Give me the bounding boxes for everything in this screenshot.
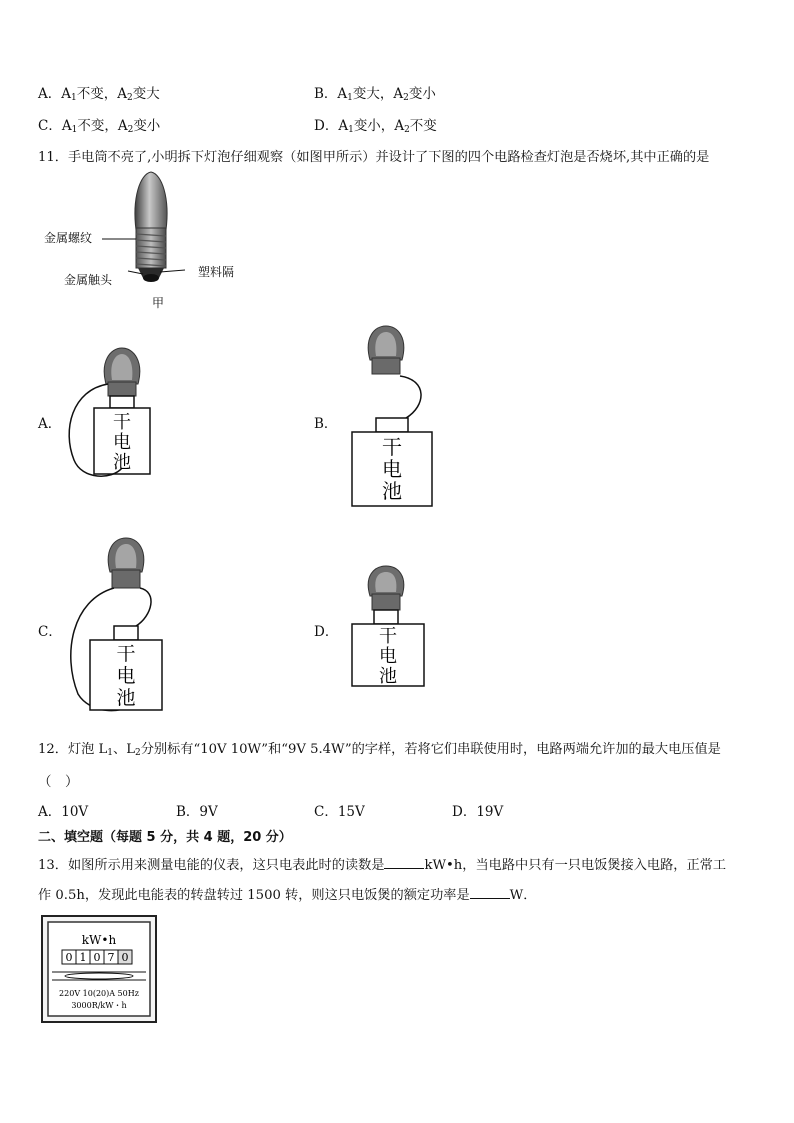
subscript: 2 [127,125,134,135]
a2-symbol: A [117,118,128,134]
option-text: 不变 [409,118,437,134]
q11-option-b-label: B． [314,416,338,432]
meter-unit: kW•h [81,933,117,947]
energy-meter [40,914,158,1024]
q12-text: 12．灯泡 L [38,742,108,757]
subscript: 1 [347,93,353,103]
battery-char-2: 电 [113,432,131,453]
meter-digit: 0 [121,951,129,964]
a2-symbol: A [117,86,127,102]
subscript: 1 [71,125,78,135]
circuit-c [62,534,182,718]
q13-text: 作 0.5h，发现此电能表的转盘转过 1500 转，则这只电饭煲的额定功率是 [38,888,470,903]
option-text: 不变， [76,86,118,102]
q10-option-c [38,114,160,135]
option-text: 变大， [352,86,394,102]
battery-char-1: 干 [116,643,136,665]
battery-char-1: 干 [382,435,402,459]
q12-option-b: B．9V [176,804,218,820]
q12-text: 分别标有“10V 10W”和“9V 5.4W”的字样，若将它们串联使用时，电路两端允许加的最大电压值是 [140,742,721,757]
q12-option-d: D．19V [452,804,504,820]
q10-option-b [314,82,436,103]
label-plastic: 塑料隔 [198,265,235,279]
figure-jia [40,168,260,313]
battery-char-3: 池 [379,666,397,687]
meter-digit: 7 [107,951,115,964]
option-letter: A． [38,86,62,102]
subscript: 2 [126,93,133,103]
label-metal-screw: 金属螺纹 [44,231,93,245]
circuit-b-drawing [348,322,448,512]
q13-text: W． [509,888,537,903]
option-text: 变小 [408,86,436,102]
a1-symbol: A [338,118,349,134]
q12-text: 、L [113,742,135,757]
circuit-a [62,340,182,480]
battery-char-1: 干 [113,412,131,433]
option-text: 变小 [133,118,161,134]
q10-option-a [38,82,160,103]
figure-caption: 甲 [152,296,165,310]
q13-text: kW•h，当电路中只有一只电饭煲接入电路，正常工 [424,858,727,873]
subscript: 1 [107,748,114,758]
answer-blank-2[interactable] [470,886,510,899]
meter-spec-2: 3000R/kW・h [71,1001,127,1010]
label-metal-contact: 金属触头 [64,273,113,287]
a1-symbol: A [61,86,71,102]
circuit-d [346,562,436,692]
q12-stem [38,738,721,758]
option-letter: C． [38,118,62,134]
subscript: 2 [134,748,141,758]
battery-char-1: 干 [379,626,397,647]
q10-option-d [314,114,437,135]
meter-digit: 0 [93,951,101,964]
battery-char-2: 电 [382,457,402,481]
battery-char-3: 池 [113,452,131,473]
subscript: 2 [404,125,410,135]
energy-meter-drawing [40,914,158,1024]
battery-char-2: 电 [116,665,136,687]
option-letter: B． [314,86,338,102]
section-title: 二、填空题（每题 5 分，共 4 题，20 分） [38,830,292,845]
meter-digit: 0 [65,951,73,964]
subscript: 2 [403,93,409,103]
q13-line2 [38,884,536,903]
q11-option-d-label: D． [314,624,339,640]
a1-symbol: A [61,118,72,134]
circuit-d-drawing [346,562,436,692]
q12-paren: （ ） [38,774,79,790]
meter-spec-1: 220V 10(20)A 50Hz [59,989,139,998]
a1-symbol: A [337,86,348,102]
battery-char-3: 池 [382,479,402,503]
circuit-b [348,322,448,512]
option-letter: D． [314,118,339,134]
a2-symbol: A [394,118,405,134]
answer-blank-1[interactable] [384,856,424,869]
option-text: 变小， [353,118,395,134]
meter-digit: 1 [79,951,87,964]
a2-symbol: A [393,86,404,102]
q11-option-a-label: A． [38,416,62,432]
q12-option-a: A．10V [38,804,89,820]
q11-option-c-label: C． [38,624,62,640]
subscript: 1 [71,93,77,103]
subscript: 1 [348,125,354,135]
q12-option-c: C．15V [314,804,365,820]
option-text: 不变， [77,118,118,134]
q13-text: 13．如图所示用来测量电能的仪表，这只电表此时的读数是 [38,858,385,873]
option-text: 变大 [132,86,160,102]
battery-char-3: 池 [116,687,136,709]
circuit-a-drawing [62,340,182,480]
q13-line1 [38,854,726,873]
q11-stem: 11．手电筒不亮了,小明拆下灯泡仔细观察（如图甲所示）并设计了下图的四个电路检查灯泡是否烧坏,其中正确的是 [38,150,710,165]
battery-char-2: 电 [379,646,397,667]
circuit-c-drawing [62,534,182,718]
